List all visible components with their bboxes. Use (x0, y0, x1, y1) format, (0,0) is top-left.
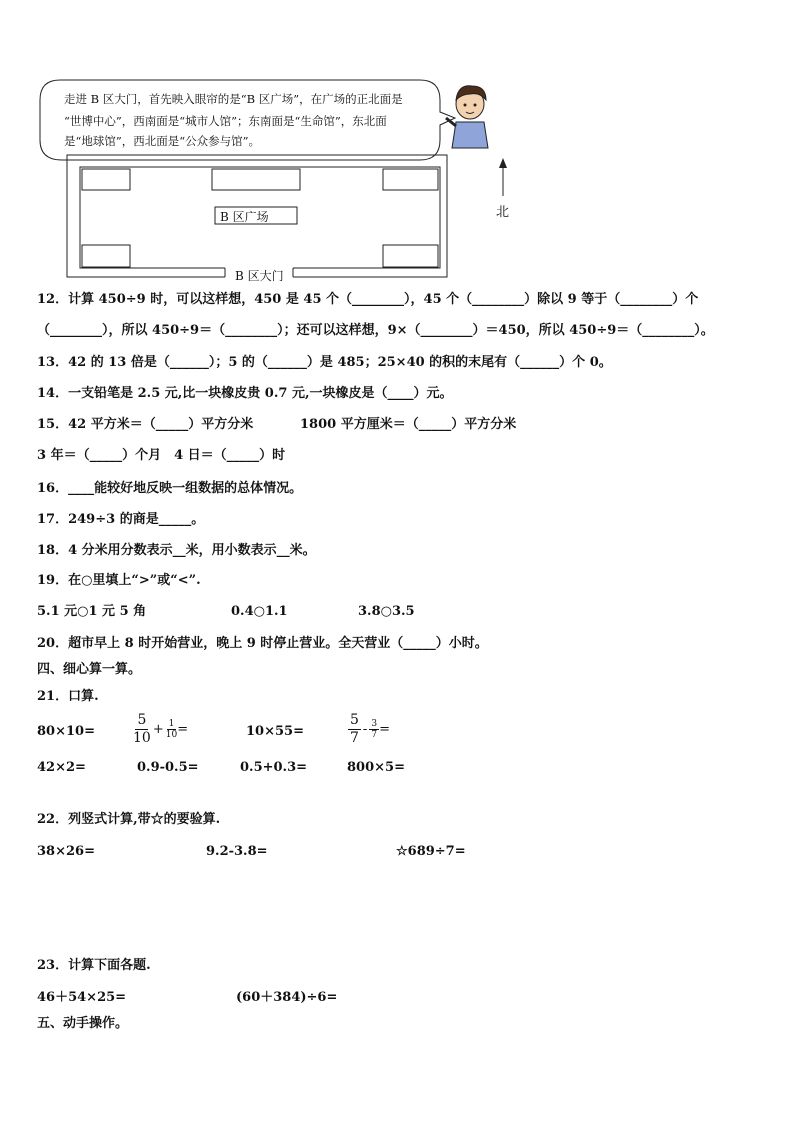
question-19-item-2: 0.4○1.1 (231, 604, 288, 619)
q21-item-4: $\frac{5}{7}$ - $\frac{3}{7}$ = (350, 712, 390, 746)
question-13: 13．42 的 13 倍是（______）；5 的（______）是 485；25×40 的积的末尾有（______）个 0。 (37, 355, 612, 370)
bubble-line-3: 是“地球馆”，西北面是“公众参与馆”。 (64, 134, 261, 148)
question-19-item-3: 3.8○3.5 (358, 604, 415, 619)
q21-item-1: 80×10= (37, 724, 95, 739)
q21-item-7: 0.5+0.3= (240, 760, 308, 775)
section-4-heading: 四、细心算一算。 (37, 662, 142, 677)
question-15-line-2: 3 年＝（_____）个月 4 日＝（_____）时 (37, 448, 286, 463)
question-23: 23．计算下面各题. (37, 958, 151, 973)
north-label: 北 (496, 205, 510, 220)
question-15-part-1: 15．42 平方米＝（_____）平方分米 (37, 417, 254, 432)
q23-item-2: (60＋384)÷6= (236, 990, 338, 1005)
question-19-item-1: 5.1 元○1 元 5 角 (37, 604, 147, 619)
q21-item-3: 10×55= (246, 724, 304, 739)
plaza-label: B 区广场 (220, 210, 269, 224)
pavilion-northwest (82, 169, 130, 190)
question-12-line-2: （________），所以 450÷9＝（________）；还可以这样想，9×（________）＝450，所以 450÷9＝（________）。 (37, 323, 714, 338)
question-12-line-1: 12．计算 450÷9 时，可以这样想，450 是 45 个（________），45 个（________）除以 9 等于（________）个 (37, 292, 699, 307)
section-5-heading: 五、动手操作。 (37, 1016, 129, 1031)
q23-item-1: 46＋54×25= (37, 990, 127, 1005)
q22-item-3: ☆689÷7= (396, 844, 466, 859)
question-19: 19．在○里填上“>”或“<”. (37, 573, 201, 588)
question-21: 21．口算. (37, 689, 99, 704)
question-18: 18．4 分米用分数表示__米，用小数表示__米。 (37, 543, 316, 558)
q21-item-6: 0.9-0.5= (137, 760, 199, 775)
question-17: 17．249÷3 的商是_____。 (37, 512, 205, 527)
q21-item-2: $\frac{5}{10}$ + $\frac{1}{10}$ = (133, 712, 189, 746)
pavilion-southwest (82, 245, 130, 267)
pavilion-north (212, 169, 300, 190)
question-15-part-2: 1800 平方厘米＝（_____）平方分米 (300, 417, 517, 432)
q22-item-1: 38×26= (37, 844, 95, 859)
gate-label: B 区大门 (235, 269, 284, 283)
q21-item-8: 800×5= (347, 760, 405, 775)
question-20: 20．超市早上 8 时开始营业，晚上 9 时停止营业。全天营业（_____）小时。 (37, 636, 488, 651)
question-22: 22．列竖式计算,带☆的要验算. (37, 812, 221, 827)
pavilion-southeast (383, 245, 438, 267)
pavilion-northeast (383, 169, 438, 190)
bubble-line-1: 走进 B 区大门，首先映入眼帘的是“B 区广场”，在广场的正北面是 (64, 92, 403, 106)
question-16: 16．____能较好地反映一组数据的总体情况。 (37, 481, 303, 496)
q22-item-2: 9.2-3.8= (206, 844, 268, 859)
question-14: 14．一支铅笔是 2.5 元,比一块橡皮贵 0.7 元,一块橡皮是（____）元。 (37, 386, 453, 401)
bubble-line-2: “世博中心”，西南面是“城市人馆”；东南面是“生命馆”，东北面 (64, 114, 387, 128)
q21-item-5: 42×2= (37, 760, 86, 775)
